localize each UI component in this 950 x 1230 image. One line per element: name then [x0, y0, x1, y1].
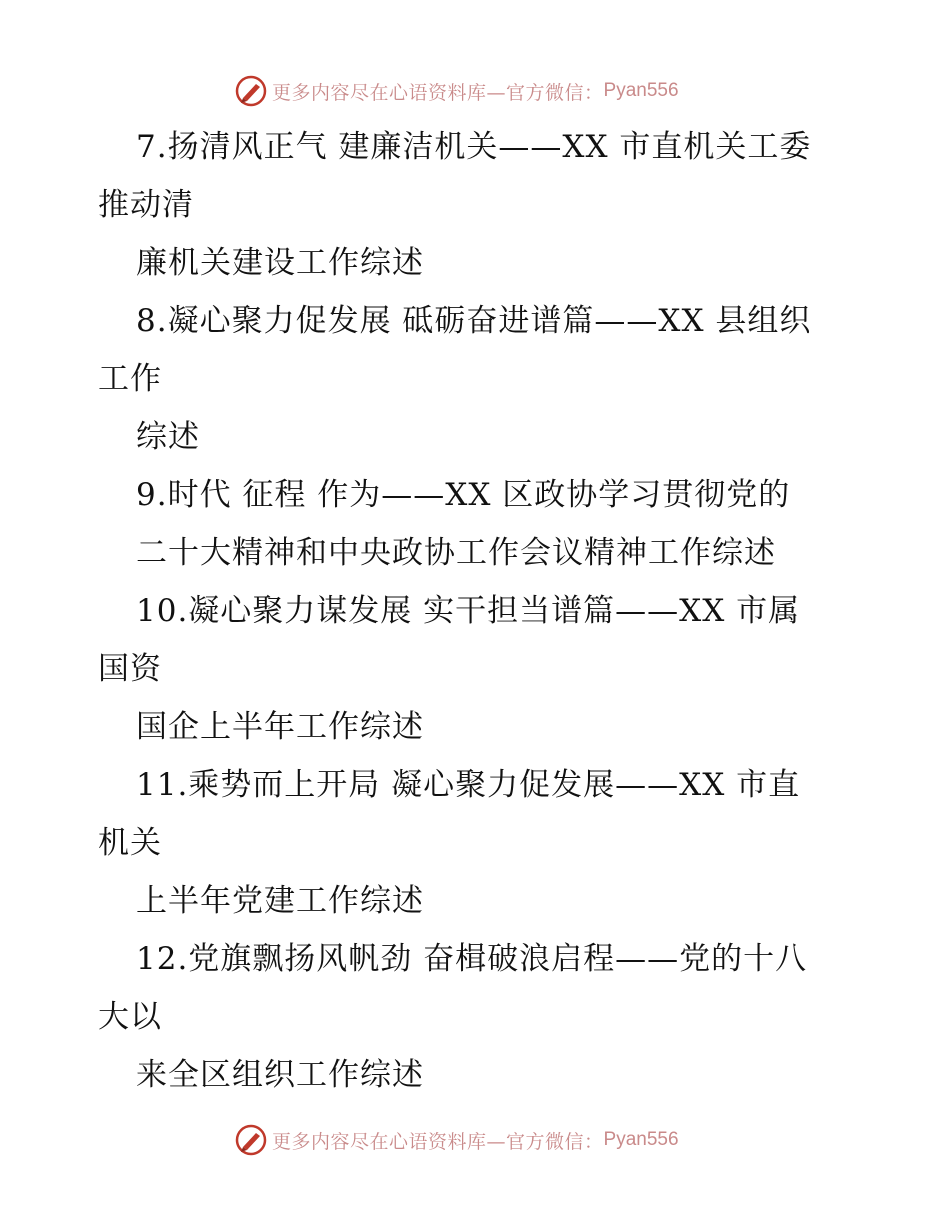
watermark-text: 更多内容尽在心语资料库—官方微信： — [272, 81, 604, 104]
pen-logo-icon — [234, 74, 268, 108]
watermark-id: Pyan556 — [603, 80, 679, 101]
body-line: 二十大精神和中央政协工作会议精神工作综述 — [136, 535, 776, 571]
body-line: 12.党旗飘扬风帆劲 奋楫破浪启程——党的十八 — [136, 941, 808, 977]
body-line: 国资 — [98, 651, 162, 687]
body-line: 7.扬清风正气 建廉洁机关——XX 市直机关工委 — [136, 129, 812, 165]
body-line: 工作 — [98, 361, 162, 397]
body-line: 来全区组织工作综述 — [136, 1057, 424, 1093]
body-line: 推动清 — [98, 187, 194, 223]
body-line: 机关 — [98, 825, 162, 861]
footer-watermark — [234, 1122, 679, 1158]
body-line: 11.乘势而上开局 凝心聚力促发展——XX 市直 — [136, 767, 801, 803]
watermark-id: Pyan556 — [603, 1129, 679, 1150]
body-line: 10.凝心聚力谋发展 实干担当谱篇——XX 市属 — [136, 593, 801, 629]
body-line: 廉机关建设工作综述 — [136, 245, 424, 281]
pen-logo-icon — [234, 1123, 268, 1157]
body-line: 综述 — [136, 419, 200, 455]
watermark-text: 更多内容尽在心语资料库—官方微信： — [272, 1130, 604, 1153]
header-watermark — [234, 73, 679, 109]
body-line: 大以 — [98, 999, 162, 1035]
body-line: 上半年党建工作综述 — [136, 883, 424, 919]
body-line: 9.时代 征程 作为——XX 区政协学习贯彻党的 — [136, 477, 791, 513]
body-line: 国企上半年工作综述 — [136, 709, 424, 745]
body-line: 8.凝心聚力促发展 砥砺奋进谱篇——XX 县组织 — [136, 303, 812, 339]
